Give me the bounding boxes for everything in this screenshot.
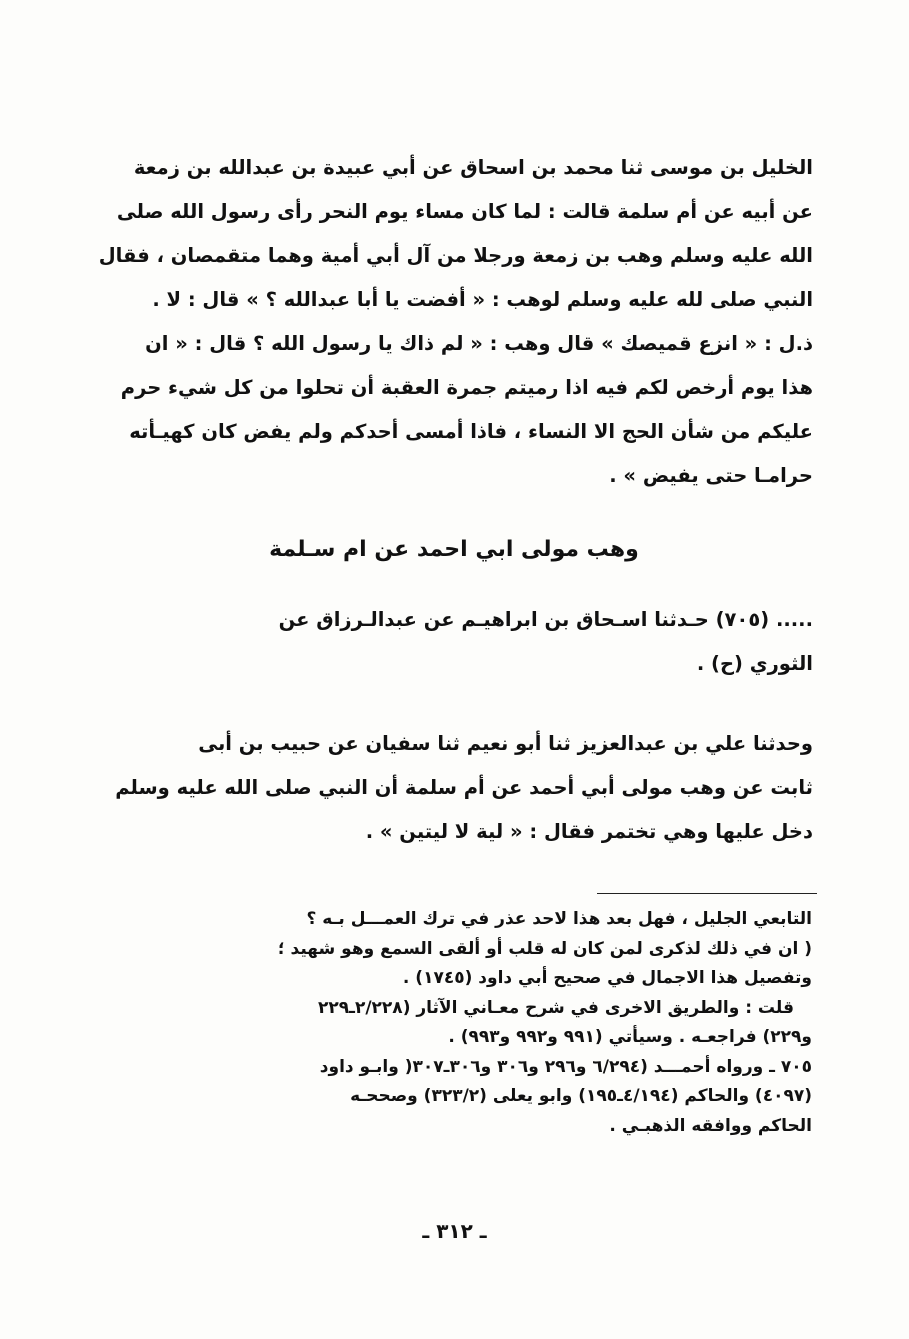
footnote-line: الحاكم ووافقه الذهبـي . bbox=[609, 1115, 812, 1136]
footnote-line: قلت : والطريق الاخرى في شرح معـاني الآثار (٢/٢٢٨ـ٢٢٩ bbox=[318, 997, 794, 1018]
paragraph-hadith-705-text bbox=[95, 722, 813, 854]
text-line: عليكم من شأن الحج الا النساء ، فاذا أمسى أحدكم ولم يفض كان كهيـأته bbox=[129, 420, 813, 443]
text-line: الخليل بن موسى ثنا محمد بن اسحاق عن أبي عبيدة بن عبدالله بن زمعة bbox=[133, 156, 813, 179]
text-line: وحدثنا علي بن عبدالعزيز ثنا أبو نعيم ثنا سفيان عن حبيب بن أبى bbox=[198, 732, 813, 755]
text-line: ثابت عن وهب مولى أبي أحمد عن أم سلمة أن النبي صلى الله عليه وسلم bbox=[115, 776, 813, 799]
text-line: الله عليه وسلم وهب بن زمعة ورجلا من آل أبي أمية وهما متقمصان ، فقال bbox=[98, 244, 813, 267]
page-number: ـ ٣١٢ ـ bbox=[422, 1219, 487, 1243]
text-line: ..... (٧٠٥) حـدثنا اسـحاق بن ابراهيـم عن عبدالـرزاق عن bbox=[278, 608, 813, 631]
paragraph-hadith-text bbox=[95, 146, 813, 498]
text-line: ذ.ل : « انزع قميصك » قال وهب : « لم ذاك يا رسول الله ؟ قال : « ان bbox=[145, 332, 813, 355]
paragraph-hadith-705-chain bbox=[95, 598, 813, 686]
footnote-line: التابعي الجليل ، فهل بعد هذا لاحد عذر في ترك العمـــل بـه ؟ bbox=[306, 909, 812, 929]
footnote-line: ( ان في ذلك لذكرى لمن كان له قلب أو ألقى السمع وهو شهيد ؛ bbox=[277, 938, 812, 959]
text-line: النبي صلى لله عليه وسلم لوهب : « أفضت يا أبا عبدالله ؟ » قال : لا . bbox=[152, 288, 813, 311]
text-line: الثوري (ح) . bbox=[696, 652, 813, 675]
text-line: دخل عليها وهي تختمر فقال : « لية لا ليتين » . bbox=[365, 820, 813, 843]
footnote-separator bbox=[597, 893, 817, 894]
text-line: هذا يوم أرخص لكم فيه اذا رميتم جمرة العقبة أن تحلوا من كل شيء حرم bbox=[120, 376, 813, 399]
footnote-line: و٢٢٩) فراجعـه . وسيأتي (٩٩١ و٩٩٢ و٩٩٣) . bbox=[448, 1027, 812, 1047]
footnote-line: (٤٠٩٧) والحاكم (٤/١٩٤ـ١٩٥) وابو يعلى (٣٢٣/٢) وصححـه bbox=[350, 1086, 812, 1106]
text-line: عن أبيه عن أم سلمة قالت : لما كان مساء يوم النحر رأى رسول الله صلى bbox=[116, 200, 813, 223]
text-line: حرامـا حتى يفيض » . bbox=[609, 464, 813, 487]
section-heading: وهب مولى ابي احمد عن ام سـلمة bbox=[269, 537, 639, 562]
footnotes bbox=[90, 905, 812, 1141]
footnote-line: ٧٠٥ ـ ورواه أحمـــد (٦/٢٩٤ و٢٩٦ و٣٠٦ و٣٠٦ـ٣٠٧( وابـو داود bbox=[319, 1056, 812, 1077]
footnote-line: وتفصيل هذا الاجمال في صحيح أبي داود (١٧٤٥) . bbox=[402, 968, 812, 988]
